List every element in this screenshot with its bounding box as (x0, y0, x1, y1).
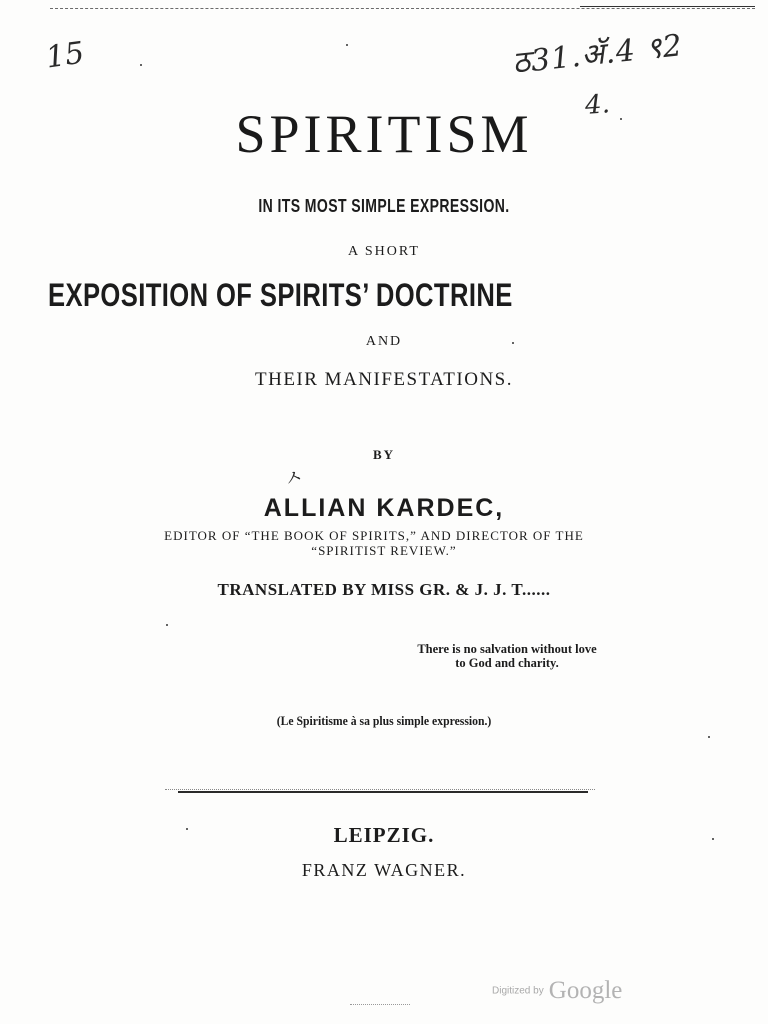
main-heading: EXPOSITION OF SPIRITS’ DOCTRINE (48, 277, 513, 313)
bottom-scan-marks (350, 1004, 410, 1005)
manifestations-line: THEIR MANIFESTATIONS. (255, 369, 513, 390)
publication-city: LEIPZIG. (333, 823, 435, 847)
handwritten-catalog-code: ठ31.ॲ.4 ९2 (510, 28, 685, 81)
scan-speck (186, 828, 188, 830)
epigraph-line-1: There is no salvation without love (417, 642, 597, 656)
top-scan-rule (50, 8, 755, 9)
scan-speck (620, 118, 622, 120)
google-logo: Google (548, 977, 623, 1004)
book-title: SPIRITISM (235, 104, 533, 164)
book-subtitle: IN ITS MOST SIMPLE EXPRESSION. (258, 196, 510, 216)
epigraph (372, 642, 642, 670)
handwritten-author-mark: ㅅ (278, 463, 306, 493)
scan-speck (708, 736, 710, 738)
editor-credit-line-2: “SPIRITIST REVIEW.” (311, 543, 457, 558)
top-scan-rule-solid (580, 6, 755, 7)
digitized-watermark (492, 977, 622, 1005)
original-french-title: (Le Spiritisme à sa plus simple expression.) (276, 713, 492, 728)
short-line: A SHORT (348, 244, 420, 259)
translator-credit: TRANSLATED BY MISS GR. & J. J. T...... (217, 580, 551, 599)
scan-speck (346, 44, 348, 46)
scan-speck (166, 624, 168, 626)
watermark-prefix: Digitized by (492, 985, 544, 997)
publisher-name: FRANZ WAGNER. (301, 860, 467, 880)
handwritten-page-number: 15 (43, 35, 87, 76)
divider-dotted (165, 789, 595, 790)
scan-speck (712, 838, 714, 840)
editor-credit-line-1: EDITOR OF “THE BOOK OF SPIRITS,” AND DIRECTOR OF THE (164, 528, 584, 543)
scan-speck (512, 342, 514, 344)
scan-speck (140, 64, 142, 66)
and-line: AND (365, 334, 403, 349)
divider-rule (178, 791, 588, 793)
author-name: ALLIAN KARDEC, (263, 494, 505, 522)
handwritten-mark: 4. (583, 89, 611, 121)
epigraph-line-2: to God and charity. (455, 656, 559, 670)
by-line: BY (372, 447, 396, 462)
